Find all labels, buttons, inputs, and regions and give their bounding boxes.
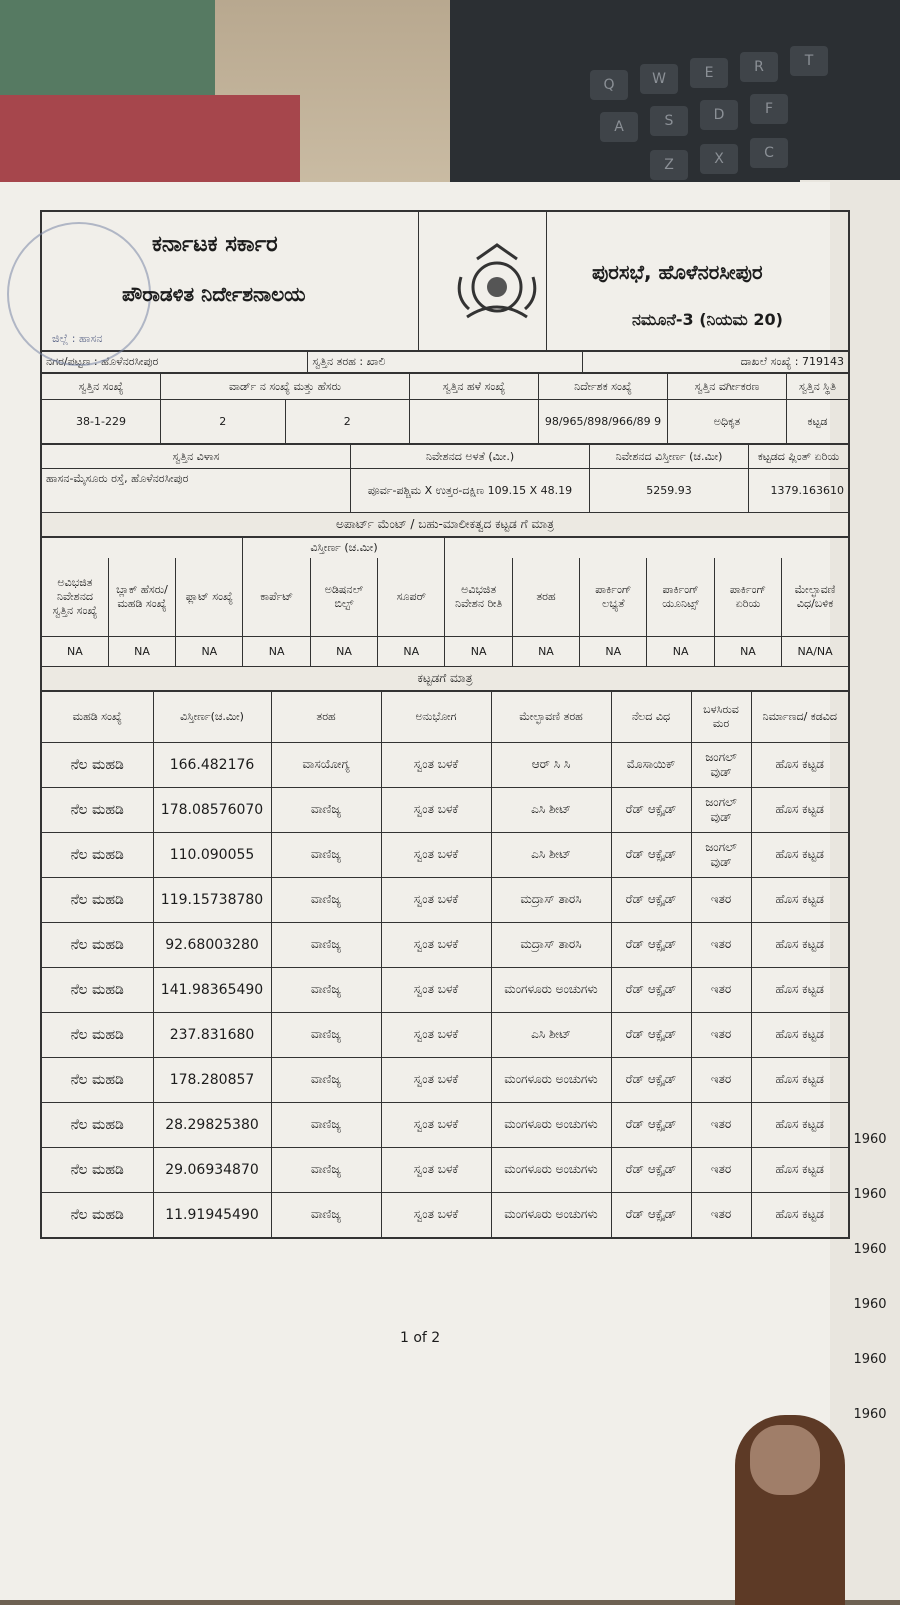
apt-value: NA — [41, 636, 108, 666]
roof-type-header: ಮೇಲ್ಛಾವಣಿ ತರಹ — [491, 691, 611, 742]
floor-type-cell: ರೆಡ್ ಆಕ್ಸೈಡ್ — [611, 787, 691, 832]
floor-type-cell: ರೆಡ್ ಆಕ್ಸೈಡ್ — [611, 967, 691, 1012]
construction-cell: ಹೊಸ ಕಟ್ಟಡ — [751, 1012, 849, 1057]
apt-header-block: ಬ್ಲಾಕ್ ಹೆಸರು/ ಮಹಡಿ ಸಂಖ್ಯೆ — [108, 558, 175, 636]
ward-number: 2 — [161, 400, 286, 444]
area-cell: 119.15738780 — [153, 877, 271, 922]
building-section-title: ಕಟ್ಟಡಗೆ ಮಾತ್ರ — [40, 667, 850, 691]
construction-cell: ಹೊಸ ಕಟ್ಟಡ — [751, 1102, 849, 1147]
city-info-row — [40, 351, 850, 373]
roof-type-cell: ಮಂಗಳೂರು ಅಂಚುಗಳು — [491, 1192, 611, 1238]
area-cell: 110.090055 — [153, 832, 271, 877]
key-e: E — [690, 58, 728, 88]
floor-type-cell: ರೆಡ್ ಆಕ್ಸೈಡ್ — [611, 1192, 691, 1238]
table-row — [41, 1012, 849, 1057]
type-cell: ವಾಣಿಜ್ಯ — [271, 1057, 381, 1102]
area-cell: 178.08576070 — [153, 787, 271, 832]
area-group-header: ವಿಸ್ತೀರ್ಣ (ಚ.ಮೀ) — [243, 538, 445, 559]
type-cell: ವಾಸಯೋಗ್ಯ — [271, 742, 381, 787]
property-number: 38-1-229 — [41, 400, 161, 444]
year-cell: 1960 — [853, 1187, 887, 1202]
apt-header-additional-built: ಅಡಿಷನಲ್ ಬಿಲ್ಟ್ — [310, 558, 377, 636]
thumb-nail — [750, 1425, 820, 1495]
apt-header-carpet: ಕಾರ್ಪೆಟ್ — [243, 558, 310, 636]
document-page — [0, 182, 887, 1600]
director-number-header: ನಿರ್ದೇಶಕ ಸಂಖ್ಯೆ — [539, 374, 668, 400]
construction-cell: ಹೊಸ ಕಟ್ಟಡ — [751, 832, 849, 877]
directorate-name: ಪೌರಾಡಳಿತ ನಿರ್ದೇಶನಾಲಯ — [122, 282, 306, 306]
key-a: A — [600, 112, 638, 142]
apt-value: NA — [647, 636, 714, 666]
floor-type-cell: ರೆಡ್ ಆಕ್ಸೈಡ್ — [611, 832, 691, 877]
type-cell: ವಾಣಿಜ್ಯ — [271, 1012, 381, 1057]
year-cell: 1960 — [853, 1297, 887, 1312]
ward-header: ವಾರ್ಡ್ ನ ಸಂಖ್ಯೆ ಮತ್ತು ಹೆಸರು — [161, 374, 410, 400]
apt-header-parking-units: ಪಾರ್ಕಿಂಗ್ ಯೂನಿಟ್ಸ್ — [647, 558, 714, 636]
floor-header: ಮಹಡಿ ಸಂಖ್ಯೆ — [41, 691, 153, 742]
usage-cell: ಸ್ವಂತ ಬಳಕೆ — [381, 787, 491, 832]
key-w: W — [640, 64, 678, 94]
plinth-area-header: ಕಟ್ಟಡದ ಪ್ಲಿಂತ್ ಏರಿಯ — [749, 445, 850, 469]
roof-type-cell: ಮದ್ರಾಸ್ ತಾರಸಿ — [491, 877, 611, 922]
apt-value: NA — [108, 636, 175, 666]
floor-type-cell: ರೆಡ್ ಆಕ್ಸೈಡ್ — [611, 1102, 691, 1147]
type-cell: ವಾಣಿಜ್ಯ — [271, 922, 381, 967]
property-number-header: ಸ್ವತ್ತಿನ ಸಂಖ್ಯೆ — [41, 374, 161, 400]
year-cell: 1960 — [853, 1132, 887, 1147]
area-cell: 92.68003280 — [153, 922, 271, 967]
apt-value: NA — [445, 636, 512, 666]
floor-cell: ನೆಲ ಮಹಡಿ — [41, 967, 153, 1012]
area-cell: 11.91945490 — [153, 1192, 271, 1238]
table-row — [41, 922, 849, 967]
floor-type-cell: ಮೊಸಾಯಿಕ್ — [611, 742, 691, 787]
page-number: 1 of 2 — [400, 1330, 441, 1346]
apt-value: NA — [176, 636, 243, 666]
site-dimension: ಪೂರ್ವ-ಪಶ್ಚಿಮ X ಉತ್ತರ-ದಕ್ಷಿಣ 109.15 X 48.19 — [351, 469, 590, 513]
address-header: ಸ್ವತ್ತಿನ ವಿಳಾಸ — [41, 445, 351, 469]
wood-used-header: ಬಳಸಿರುವ ಮರ — [691, 691, 751, 742]
usage-header: ಅನುಭೋಗ — [381, 691, 491, 742]
table-row — [41, 877, 849, 922]
floor-type-cell: ರೆಡ್ ಆಕ್ಸೈಡ್ — [611, 1012, 691, 1057]
status-header: ಸ್ವತ್ತಿನ ಸ್ಥಿತಿ — [787, 374, 850, 400]
apt-header-kind: ತರಹ — [512, 558, 579, 636]
construction-cell: ಹೊಸ ಕಟ್ಟಡ — [751, 1147, 849, 1192]
roof-type-cell: ಆರ್ ಸಿ ಸಿ — [491, 742, 611, 787]
state-emblem-icon — [447, 237, 547, 332]
table-row — [41, 1147, 849, 1192]
type-cell: ವಾಣಿಜ್ಯ — [271, 967, 381, 1012]
floor-cell: ನೆಲ ಮಹಡಿ — [41, 1102, 153, 1147]
apt-header-parking-area: ಪಾರ್ಕಿಂಗ್ ಏರಿಯ — [714, 558, 781, 636]
apt-value: NA — [512, 636, 579, 666]
key-s: S — [650, 106, 688, 136]
floor-cell: ನೆಲ ಮಹಡಿ — [41, 742, 153, 787]
roof-type-cell: ಮದ್ರಾಸ್ ತಾರಸಿ — [491, 922, 611, 967]
apt-header-flat: ಫ್ಲಾಟ್ ಸಂಖ್ಯೆ — [176, 558, 243, 636]
usage-cell: ಸ್ವಂತ ಬಳಕೆ — [381, 742, 491, 787]
wood-used-cell: ಇತರ — [691, 1147, 751, 1192]
usage-cell: ಸ್ವಂತ ಬಳಕೆ — [381, 967, 491, 1012]
wood-used-cell: ಇತರ — [691, 922, 751, 967]
property-status: ಕಟ್ಟಡ — [787, 400, 850, 444]
floor-type-cell: ರೆಡ್ ಆಕ್ಸೈಡ್ — [611, 877, 691, 922]
plinth-area: 1379.163610 — [749, 469, 850, 513]
roof-type-cell: ಎಸಿ ಶೀಟ್ — [491, 832, 611, 877]
apt-header-undivided-type: ಅವಿಭಜಿತ ನಿವೇಶನ ರೀತಿ — [445, 558, 512, 636]
apt-value: NA — [378, 636, 445, 666]
wood-used-cell: ಇತರ — [691, 877, 751, 922]
area-cell: 29.06934870 — [153, 1147, 271, 1192]
floor-cell: ನೆಲ ಮಹಡಿ — [41, 1192, 153, 1238]
usage-cell: ಸ್ವಂತ ಬಳಕೆ — [381, 1012, 491, 1057]
type-cell: ವಾಣಿಜ್ಯ — [271, 1192, 381, 1238]
key-f: F — [750, 94, 788, 124]
roof-type-cell: ಮಂಗಳೂರು ಅಂಚುಗಳು — [491, 1102, 611, 1147]
apt-header-parking-availability: ಪಾರ್ಕಿಂಗ್ ಲಭ್ಯತೆ — [580, 558, 647, 636]
key-t: T — [790, 46, 828, 76]
property-details-table — [40, 373, 850, 444]
city-label: ನಗರ/ಪಟ್ಟಣ : ಹೊಳೆನರಸೀಪುರ — [41, 352, 308, 373]
type-cell: ವಾಣಿಜ್ಯ — [271, 1102, 381, 1147]
construction-cell: ಹೊಸ ಕಟ್ಟಡ — [751, 877, 849, 922]
area-header: ವಿಸ್ತೀರ್ಣ(ಚ.ಮೀ) — [153, 691, 271, 742]
key-c: C — [750, 138, 788, 168]
entry-number-label: ದಾಖಲೆ ಸಂಖ್ಯೆ : 719143 — [582, 352, 849, 373]
type-cell: ವಾಣಿಜ್ಯ — [271, 787, 381, 832]
roof-type-cell: ಎಸಿ ಶೀಟ್ — [491, 1012, 611, 1057]
usage-cell: ಸ್ವಂತ ಬಳಕೆ — [381, 1147, 491, 1192]
wood-used-cell: ಇತರ — [691, 1102, 751, 1147]
key-q: Q — [590, 70, 628, 100]
floor-type-header: ನೆಲದ ವಿಧ — [611, 691, 691, 742]
type-cell: ವಾಣಿಜ್ಯ — [271, 1147, 381, 1192]
floor-cell: ನೆಲ ಮಹಡಿ — [41, 832, 153, 877]
old-number — [410, 400, 539, 444]
municipality-name: ಪುರಸಭೆ, ಹೊಳೆನರಸೀಪುರ — [592, 260, 763, 284]
classification: ಅಧಿಕೃತ — [668, 400, 787, 444]
apt-value: NA — [243, 636, 310, 666]
floor-type-cell: ರೆಡ್ ಆಕ್ಸೈಡ್ — [611, 1147, 691, 1192]
apt-value: NA — [310, 636, 377, 666]
type-header: ತರಹ — [271, 691, 381, 742]
building-table — [40, 691, 850, 1239]
ward-name: 2 — [285, 400, 410, 444]
floor-cell: ನೆಲ ಮಹಡಿ — [41, 1012, 153, 1057]
usage-cell: ಸ್ವಂತ ಬಳಕೆ — [381, 832, 491, 877]
wood-used-cell: ಇತರ — [691, 1192, 751, 1238]
property-type-label: ಸ್ವತ್ತಿನ ತರಹ : ಖಾಲಿ — [308, 352, 582, 373]
year-cell: 1960 — [853, 1242, 887, 1257]
usage-cell: ಸ್ವಂತ ಬಳಕೆ — [381, 1102, 491, 1147]
classification-header: ಸ್ವತ್ತಿನ ವರ್ಗೀಕರಣ — [668, 374, 787, 400]
wood-used-cell: ಇತರ — [691, 1057, 751, 1102]
year-cell: 1960 — [853, 1407, 887, 1422]
floor-type-cell: ರೆಡ್ ಆಕ್ಸೈಡ್ — [611, 922, 691, 967]
floor-type-cell: ರೆಡ್ ಆಕ್ಸೈಡ್ — [611, 1057, 691, 1102]
site-area: 5259.93 — [590, 469, 749, 513]
construction-cell: ಹೊಸ ಕಟ್ಟಡ — [751, 787, 849, 832]
apt-value: NA/NA — [782, 636, 849, 666]
key-x: X — [700, 144, 738, 174]
director-number: 98/965/898/966/89 9 — [539, 400, 668, 444]
floor-cell: ನೆಲ ಮಹಡಿ — [41, 877, 153, 922]
apt-header-super: ಸೂಪರ್ — [378, 558, 445, 636]
wood-used-cell: ಇತರ — [691, 967, 751, 1012]
apt-value: NA — [714, 636, 781, 666]
key-z: Z — [650, 150, 688, 180]
floor-cell: ನೆಲ ಮಹಡಿ — [41, 1147, 153, 1192]
table-row — [41, 832, 849, 877]
construction-cell: ಹೊಸ ಕಟ್ಟಡ — [751, 922, 849, 967]
construction-cell: ಹೊಸ ಕಟ್ಟಡ — [751, 967, 849, 1012]
government-name: ಕರ್ನಾಟಕ ಸರ್ಕಾರ — [152, 232, 278, 257]
roof-type-cell: ಮಂಗಳೂರು ಅಂಚುಗಳು — [491, 1057, 611, 1102]
wood-used-cell: ಜಂಗಲ್ ವುಡ್ — [691, 832, 751, 877]
apartment-section-title: ಅಪಾರ್ಟ್ ಮೆಂಟ್ / ಬಹು-ಮಾಲೀಕತ್ವದ ಕಟ್ಟಡ ಗೆ ಮಾತ್ರ — [40, 513, 850, 537]
property-address: ಹಾಸನ-ಮೈಸೂರು ರಸ್ತೆ, ಹೊಳೆನರಸೀಪುರ — [41, 469, 351, 513]
apartment-table — [40, 537, 850, 667]
construction-cell: ಹೊಸ ಕಟ್ಟಡ — [751, 742, 849, 787]
apt-value: NA — [580, 636, 647, 666]
site-dimension-header: ನಿವೇಶನದ ಅಳತೆ (ಮೀ.) — [351, 445, 590, 469]
site-area-header: ನಿವೇಶನದ ವಿಸ್ತೀರ್ಣ (ಚ.ಮೀ) — [590, 445, 749, 469]
apt-header-undivided-number: ಅವಿಭಜಿತ ನಿವೇಶನದ ಸ್ವತ್ತಿನ ಸಂಖ್ಯೆ — [41, 558, 108, 636]
wood-used-cell: ಇತರ — [691, 1012, 751, 1057]
area-cell: 178.280857 — [153, 1057, 271, 1102]
usage-cell: ಸ್ವಂತ ಬಳಕೆ — [381, 1192, 491, 1238]
form-number: ನಮೂನೆ-3 (ನಿಯಮ 20) — [632, 310, 783, 329]
floor-cell: ನೆಲ ಮಹಡಿ — [41, 922, 153, 967]
table-row — [41, 1192, 849, 1238]
year-cell: 1960 — [853, 1352, 887, 1367]
area-cell: 166.482176 — [153, 742, 271, 787]
apt-header-roof: ಮೇಲ್ಛಾವಣಿ ವಿಧ/ಬಳಿಕ — [782, 558, 849, 636]
construction-cell: ಹೊಸ ಕಟ್ಟಡ — [751, 1192, 849, 1238]
roof-type-cell: ಮಂಗಳೂರು ಅಂಚುಗಳು — [491, 967, 611, 1012]
property-form — [40, 210, 850, 1239]
roof-type-cell: ಮಂಗಳೂರು ಅಂಚುಗಳು — [491, 1147, 611, 1192]
usage-cell: ಸ್ವಂತ ಬಳಕೆ — [381, 1057, 491, 1102]
type-cell: ವಾಣಿಜ್ಯ — [271, 877, 381, 922]
area-cell: 28.29825380 — [153, 1102, 271, 1147]
old-number-header: ಸ್ವತ್ತಿನ ಹಳೆ ಸಂಖ್ಯೆ — [410, 374, 539, 400]
table-row — [41, 787, 849, 832]
red-book — [0, 95, 300, 195]
key-d: D — [700, 100, 738, 130]
table-row — [41, 1057, 849, 1102]
wood-used-cell: ಜಂಗಲ್ ವುಡ್ — [691, 742, 751, 787]
area-cell: 237.831680 — [153, 1012, 271, 1057]
table-row — [41, 742, 849, 787]
usage-cell: ಸ್ವಂತ ಬಳಕೆ — [381, 877, 491, 922]
construction-header: ನಿರ್ಮಾಣದ/ ಕಡವಿದ — [751, 691, 849, 742]
table-row — [41, 1102, 849, 1147]
table-row — [41, 967, 849, 1012]
year-column — [850, 1112, 890, 1442]
floor-cell: ನೆಲ ಮಹಡಿ — [41, 787, 153, 832]
area-cell: 141.98365490 — [153, 967, 271, 1012]
wood-used-cell: ಜಂಗಲ್ ವುಡ್ — [691, 787, 751, 832]
key-r: R — [740, 52, 778, 82]
form-header — [40, 210, 850, 351]
roof-type-cell: ಎಸಿ ಶೀಟ್ — [491, 787, 611, 832]
stamp-text: ಜಿಲ್ಲೆ : ಹಾಸನ — [52, 332, 103, 345]
address-table — [40, 444, 850, 513]
construction-cell: ಹೊಸ ಕಟ್ಟಡ — [751, 1057, 849, 1102]
usage-cell: ಸ್ವಂತ ಬಳಕೆ — [381, 922, 491, 967]
floor-cell: ನೆಲ ಮಹಡಿ — [41, 1057, 153, 1102]
type-cell: ವಾಣಿಜ್ಯ — [271, 832, 381, 877]
